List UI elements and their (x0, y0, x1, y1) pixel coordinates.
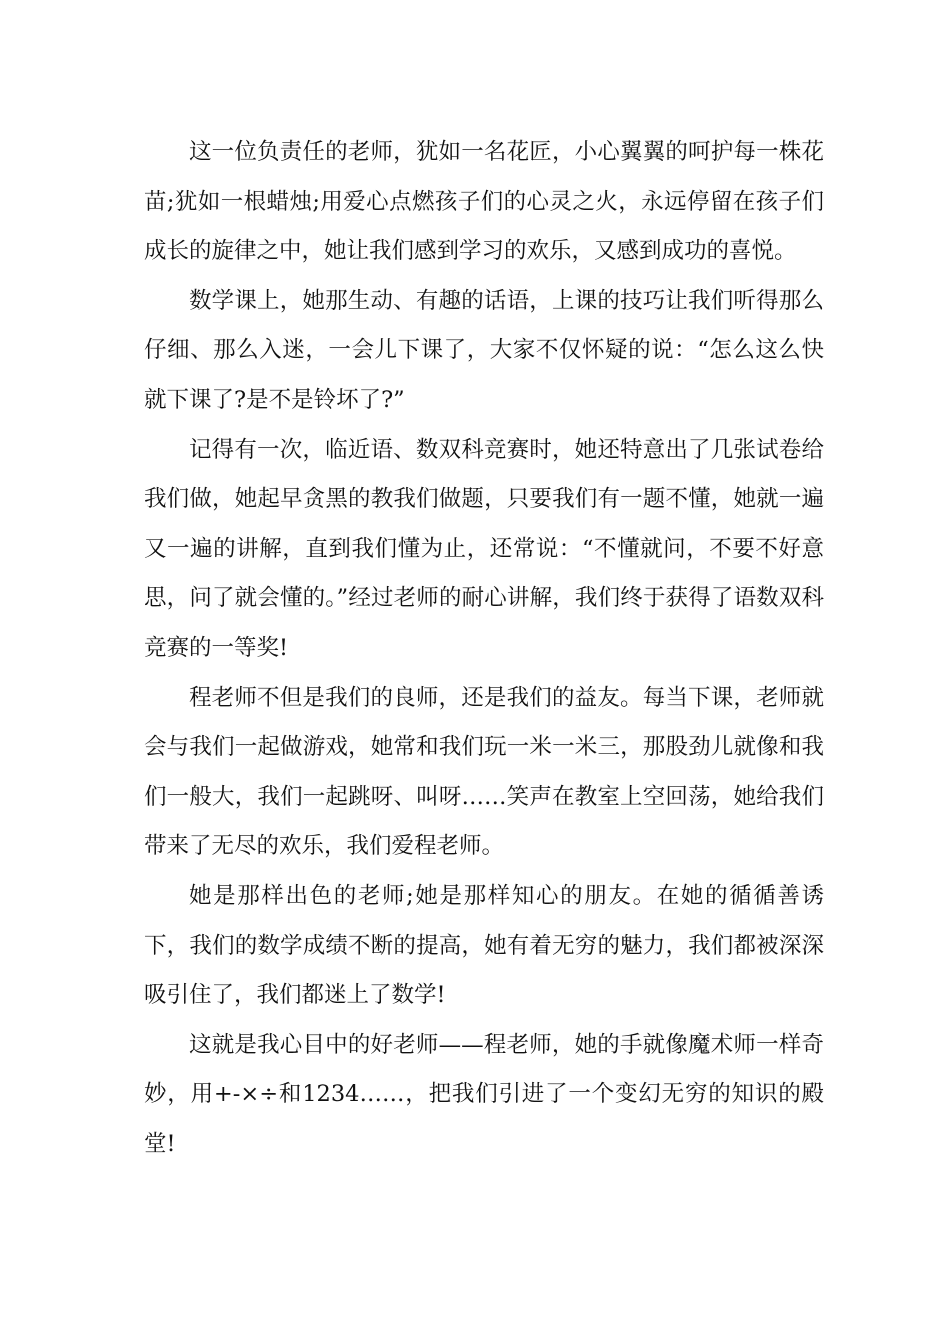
paragraph-4: 程老师不但是我们的良师，还是我们的益友。每当下课，老师就会与我们一起做游戏，她常和我们玩一米一米三，那股劲儿就像和我们一般大，我们一起跳呀、叫呀……笑声在教室上空回荡，她给我们带来了无尽的欢乐，我们爱程老师。 (144, 684, 824, 860)
paragraph-5: 她是那样出色的老师;她是那样知心的朋友。在她的循循善诱下，我们的数学成绩不断的提高，她有着无穷的魅力，我们都被深深吸引住了，我们都迷上了数学! (144, 882, 824, 1009)
paragraph-3: 记得有一次，临近语、数双科竞赛时，她还特意出了几张试卷给我们做，她起早贪黑的教我们做题，只要我们有一题不懂，她就一遍又一遍的讲解，直到我们懂为止，还常说：“不懂就问，不要不好意思，问了就会懂的。”经过老师的耐心讲解，我们终于获得了语数双科竞赛的一等奖! (144, 436, 824, 661)
document-body (144, 128, 824, 1169)
paragraph-1: 这一位负责任的老师，犹如一名花匠，小心翼翼的呵护每一株花苗;犹如一根蜡烛;用爱心点燃孩子们的心灵之火，永远停留在孩子们成长的旋律之中，她让我们感到学习的欢乐，又感到成功的喜悦。 (144, 139, 824, 265)
paragraph-6: 这就是我心目中的好老师——程老师，她的手就像魔术师一样奇妙，用+-×÷和1234……，把我们引进了一个变幻无穷的知识的殿堂! (144, 1031, 824, 1157)
paragraph-2: 数学课上，她那生动、有趣的话语，上课的技巧让我们听得那么仔细、那么入迷，一会儿下课了，大家不仅怀疑的说：“怎么这么快就下课了?是不是铃坏了?” (144, 287, 824, 413)
